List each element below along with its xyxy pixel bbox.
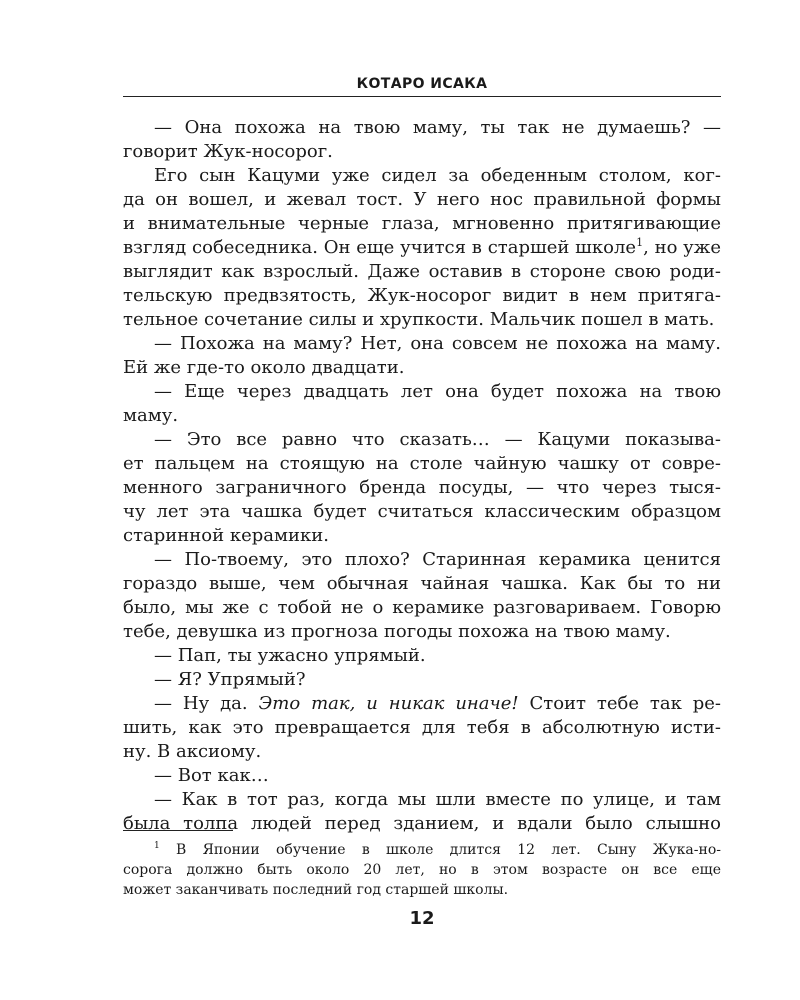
body-line: тельскую предвзятость, Жук-носорог видит в нем притяга- — [123, 285, 721, 306]
body-line: — По-твоему, это плохо? Старинная керамика ценится — [154, 549, 721, 570]
body-line: — Похожа на маму? Нет, она совсем не похожа на маму. — [154, 333, 721, 354]
body-line: — Она похожа на твою маму, ты так не думаешь? — — [154, 117, 721, 138]
body-line: — Как в тот раз, когда мы шли вместе по улице, и там — [154, 789, 721, 810]
body-line-text: взгляд собеседника. Он еще учится в старшей школе — [123, 237, 637, 258]
body-line: было, мы же с тобой не о керамике разговариваем. Говорю — [123, 597, 721, 618]
body-line — [123, 692, 721, 716]
italic-phrase: Это так, и никак иначе! — [258, 693, 519, 714]
body-line-text: Стоит тебе так ре- — [518, 693, 721, 714]
body-line: — Пап, ты ужасно упрямый. — [154, 645, 426, 666]
footnote-reference: 1 — [636, 236, 644, 249]
body-line-text: — Ну да. — [154, 693, 259, 714]
body-line: выглядит как взрослый. Даже оставив в стороне свою роди- — [123, 261, 721, 282]
body-line: чу лет эта чашка будет считаться классическим образцом — [123, 501, 721, 522]
footnote-rule — [123, 830, 233, 831]
body-line: старинной керамики. — [123, 525, 329, 546]
footnote-line: сорога должно быть около 20 лет, но в этом возрасте он все еще — [123, 862, 721, 878]
footnote-marker: 1 — [154, 841, 160, 851]
body-line: шить, как это превращается для тебя в абсолютную исти- — [123, 717, 721, 738]
body-line: и внимательные черные глаза, мгновенно притягивающие — [123, 213, 721, 234]
body-line: маму. — [123, 405, 179, 426]
body-line: — Еще через двадцать лет она будет похожа на твою — [154, 381, 721, 402]
body-line: менного заграничного бренда посуды, — что через тыся- — [123, 477, 721, 498]
body-line-text: , но уже — [643, 237, 721, 258]
header-rule — [123, 96, 721, 97]
body-line: тельное сочетание силы и хрупкости. Мальчик пошел в мать. — [123, 309, 715, 330]
body-line: тебе, девушка из прогноза погоды похожа на твою маму. — [123, 621, 671, 642]
body-line: говорит Жук-носорог. — [123, 141, 333, 162]
body-text — [123, 116, 721, 836]
footnote-line — [123, 840, 721, 860]
page-number: 12 — [409, 908, 435, 929]
running-header: КОТАРО ИСАКА — [356, 76, 488, 92]
body-line: — Вот как… — [154, 765, 269, 786]
footnote-line: может заканчивать последний год старшей школы. — [123, 882, 509, 898]
body-line: Ей же где-то около двадцати. — [123, 357, 405, 378]
body-line: Его сын Кацуми уже сидел за обеденным столом, ког- — [154, 165, 721, 186]
body-line: — Это все равно что сказать… — Кацуми показыва- — [154, 429, 721, 450]
body-line: была толпа людей перед зданием, и вдали было слышно — [123, 813, 721, 834]
footnote — [123, 840, 721, 900]
footnote-line-text: В Японии обучение в школе длится 12 лет. Сыну Жука-но- — [176, 842, 721, 858]
body-line: гораздо выше, чем обычная чайная чашка. Как бы то ни — [123, 573, 721, 594]
body-line: ет пальцем на стоящую на столе чайную чашку от совре- — [123, 453, 721, 474]
body-line: да он вошел, и жевал тост. У него нос правильной формы — [123, 189, 721, 210]
body-line: — Я? Упрямый? — [154, 669, 306, 690]
body-line — [123, 236, 721, 260]
body-line: ну. В аксиому. — [123, 741, 262, 762]
